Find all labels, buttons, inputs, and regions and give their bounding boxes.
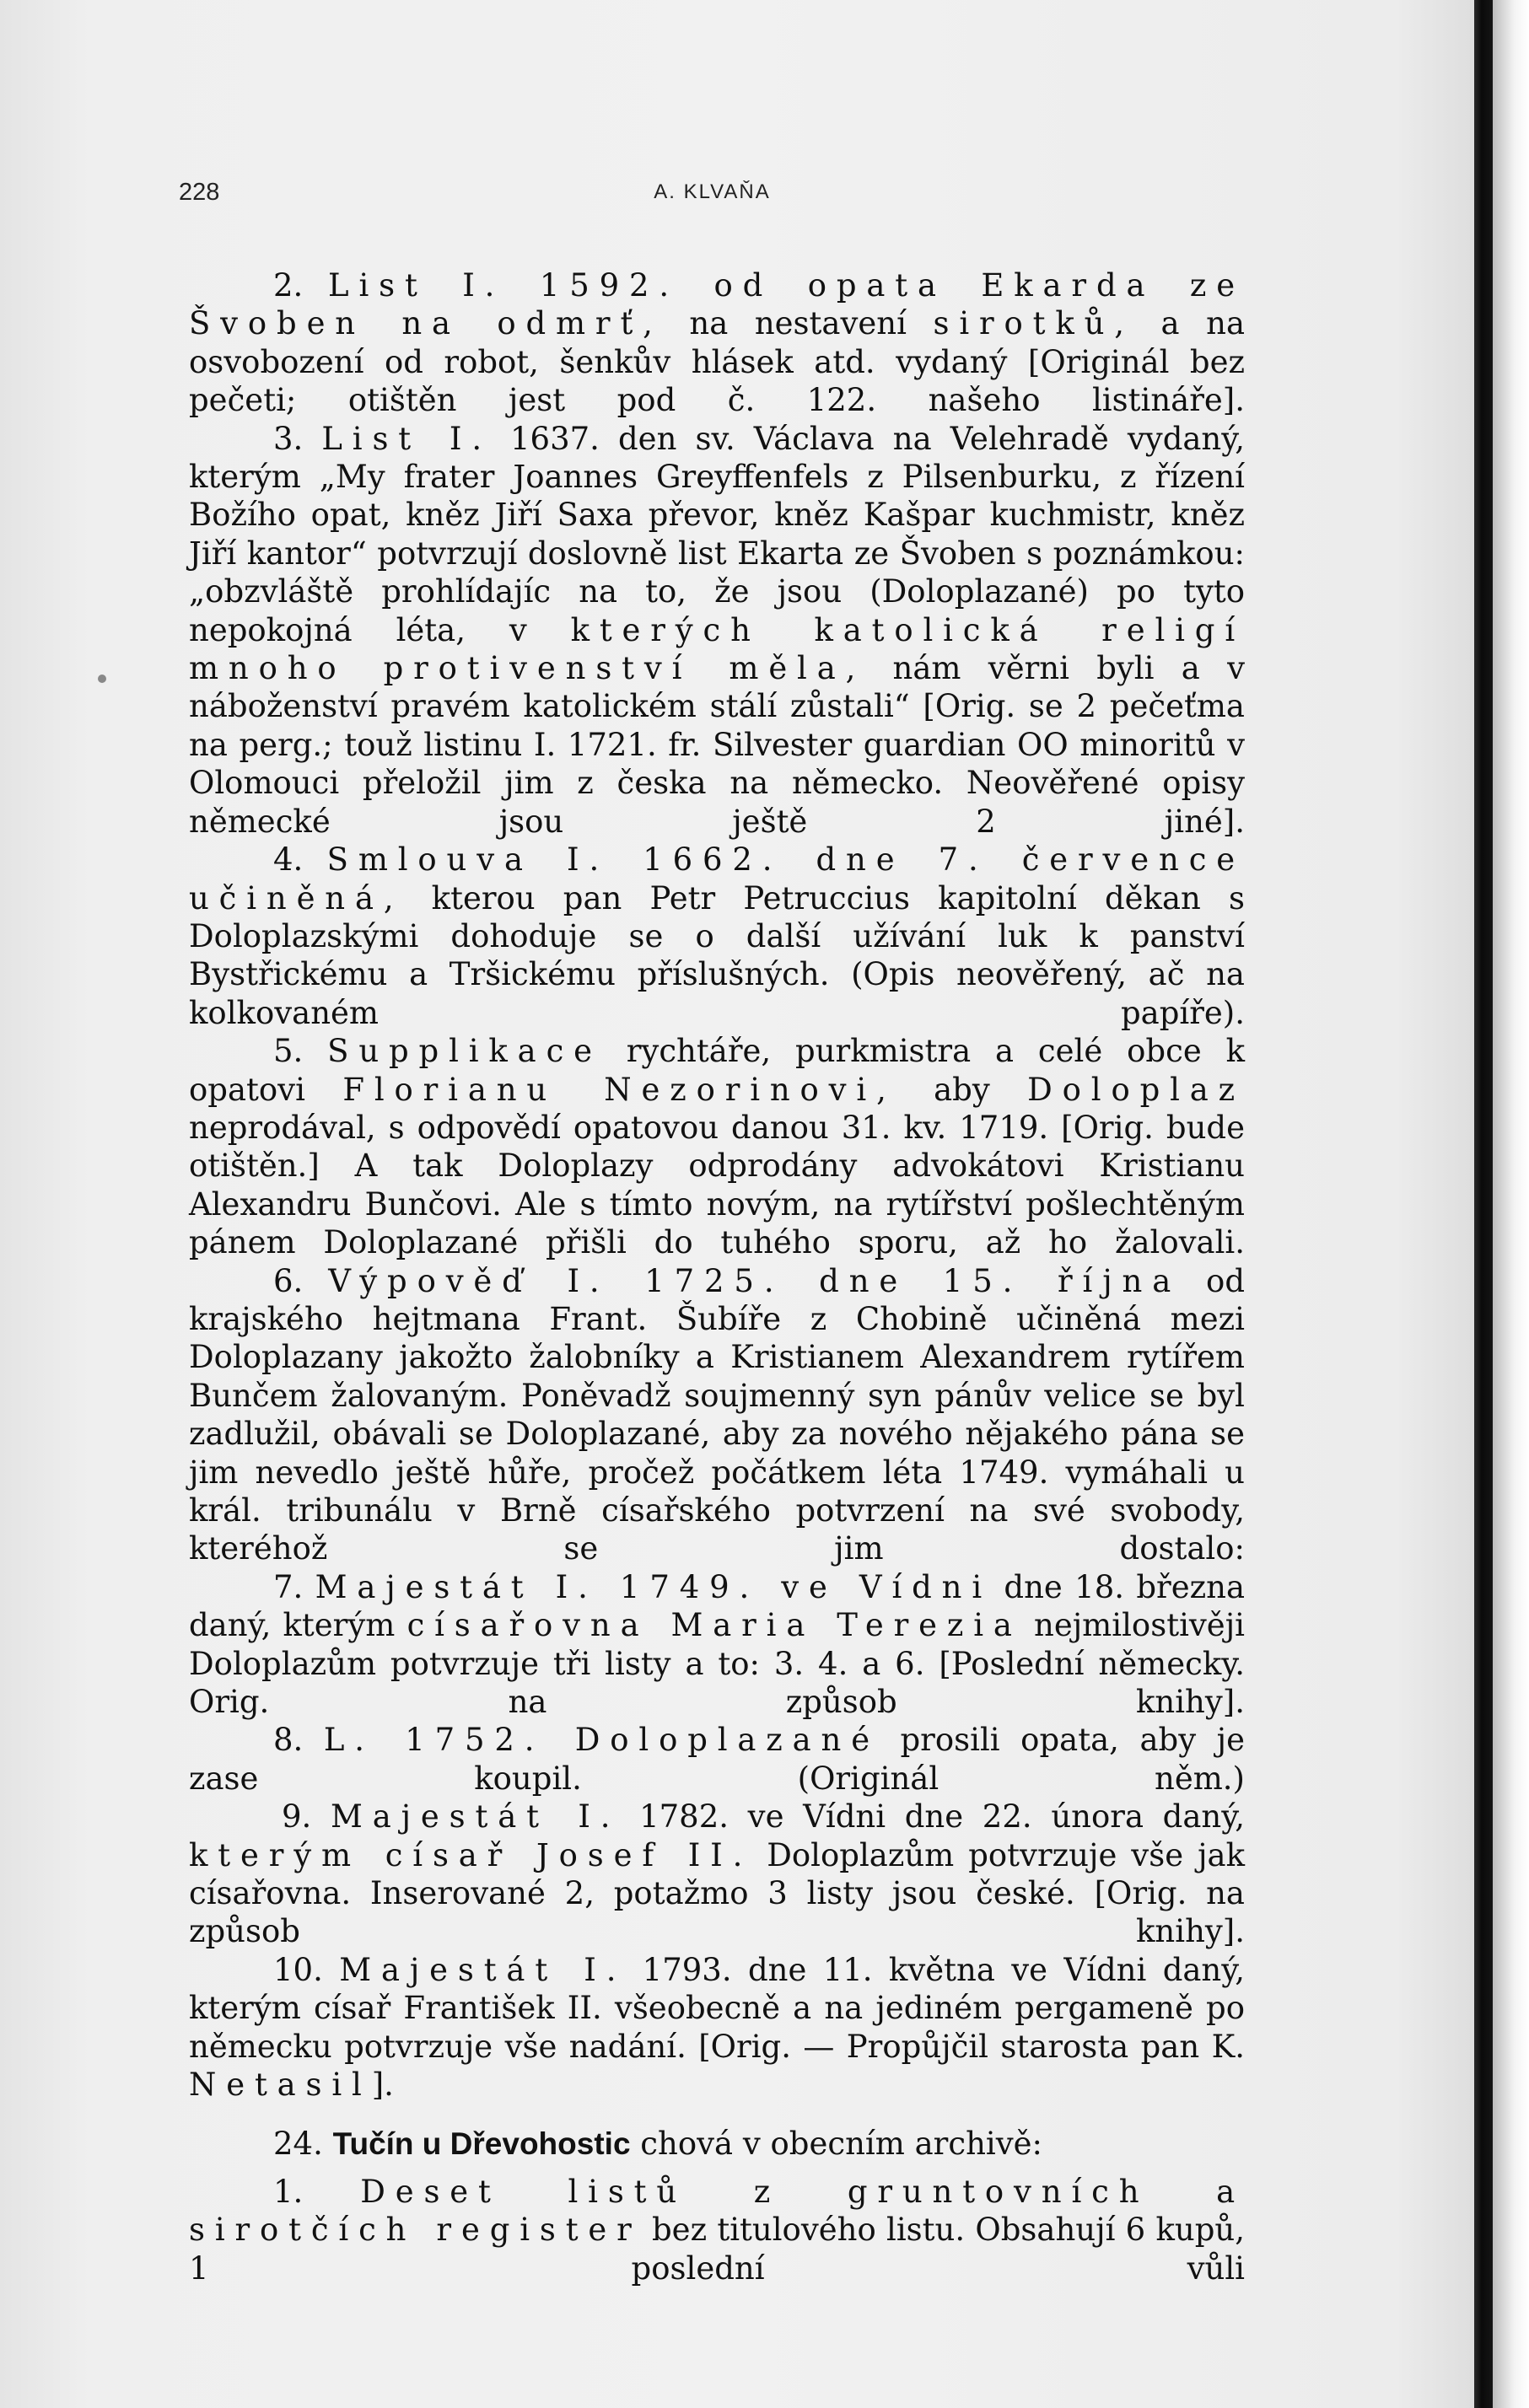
ink-speck [98,675,106,683]
item-1: 1. Deset listů z gruntovních a sirotčích register bez titulového listu. Obsahují 6 kupů, 1 poslední vůli [189,2173,1246,2287]
entry-3: 3. List I. 1637. den sv. Václava na Velehradě vydaný, kterým „My frater Joannes Greyffenfels z Pilsenburku, z řízení Božího opat, kněz Jiří Saxa převor, kněz Kašpar kuchmistr, kněz Jiří kantor“ potvrzují doslovně list Ekarta ze Švoben s poznámkou: „obzvláště prohlídajíc na to, že jsou (Doloplazané) po tyto nepokojná léta, v kterých katolická religí mnoho protivenství měla, nám věrni byli a v náboženství pravém katolickém stálí zůstali“ [Orig. se 2 pečeťma na perg.; touž listinu I. 1721. fr. Silvester guardian OO minoritů v Olomouci přeložil jim z česka na německo. Neověřené opisy německé jsou ještě 2 jiné]. [189,420,1246,840]
section-24-heading: 24. Tučín u Dřevohostic chová v obecním archivě: [273,2125,1042,2162]
entry-5: 5. Supplikace rychtáře, purkmistra a celé obce k opatovi Florianu Nezorinovi, aby Doloplaz neprodával, s odpovědí opatovou danou 31. kv. 1719. [Orig. bude otištěn.] A tak Doloplazy odprodány advokátovi Kristianu Alexandru Bunčovi. Ale s tímto novým, na rytířství pošlechtěným pánem Doloplazané přišli do tuhého sporu, až ho žalovali. [189,1033,1246,1261]
entry-4: 4. Smlouva I. 1662. dne 7. července učiněná, kterou pan Petr Petruccius kapitolní děkan s Doloplazskými dohoduje se o další užívání luk k panství Bystřickému a Tršickému příslušných. (Opis neověřený, ač na kolkovaném papíře). [189,841,1245,1031]
page-number: 228 [179,179,220,206]
book-spine-shadow [1474,0,1493,2408]
page-header [179,179,1246,212]
entry-10: 10. Majestát I. 1793. dne 11. května ve Vídni daný, kterým císař František II. všeobecně a na jediném pergameně po německu potvrzuje vše nadání. [Orig. — Propůjčil starosta pan K. Netasil]. [189,1951,1246,2104]
entry-8: 8. L. 1752. Doloplazané prosili opata, aby je zase koupil. (Originál něm.) [189,1722,1246,1797]
place-name: Tučín u Dřevohostic [332,2126,631,2161]
entry-7: 7. Majestát I. 1749. ve Vídni dne 18. března daný, kterým císařovna Maria Terezia nejmilostivěji Doloplazům potvrzuje tři listy a to: 3. 4. a 6. [Poslední německy. Orig. na způsob knihy]. [189,1568,1246,1721]
facing-page-edge [1493,0,1529,2408]
body-text [189,266,1245,2287]
entry-2: 2. List I. 1592. od opata Ekarda ze Švoben na odmrť, na nestavení sirotků, a na osvobození od robot, šenkův hlásek atd. vydaný [Originál bez pečeti; otištěn jest pod č. 122. našeho listináře]. [189,267,1246,419]
entry-9: 9. Majestát I. 1782. ve Vídni dne 22. února daný, kterým císař Josef II. Doloplazům potvrzuje vše jak císařovna. Inserované 2, potažmo 3 listy jsou české. [Orig. na způsob knihy]. [189,1798,1246,1950]
entry-6: 6. Výpověď I. 1725. dne 15. října od krajského hejtmana Frant. Šubíře z Chobině učiněná mezi Doloplazany jakožto žalobníky a Kristianem Alexandrem rytířem Bunčem žalovaným. Poněvadž soujmenný syn pánův velice se byl zadlužil, obávali se Doloplazané, aby za nového nějakého pána se jim nevedlo ještě hůře, pročež počátkem léta 1749. vymáhali u král. tribunálu v Brně císařského potvrzení na své svobody, kteréhož se jim dostalo: [189,1262,1246,1567]
running-head: A. KLVAŇA [654,180,771,203]
